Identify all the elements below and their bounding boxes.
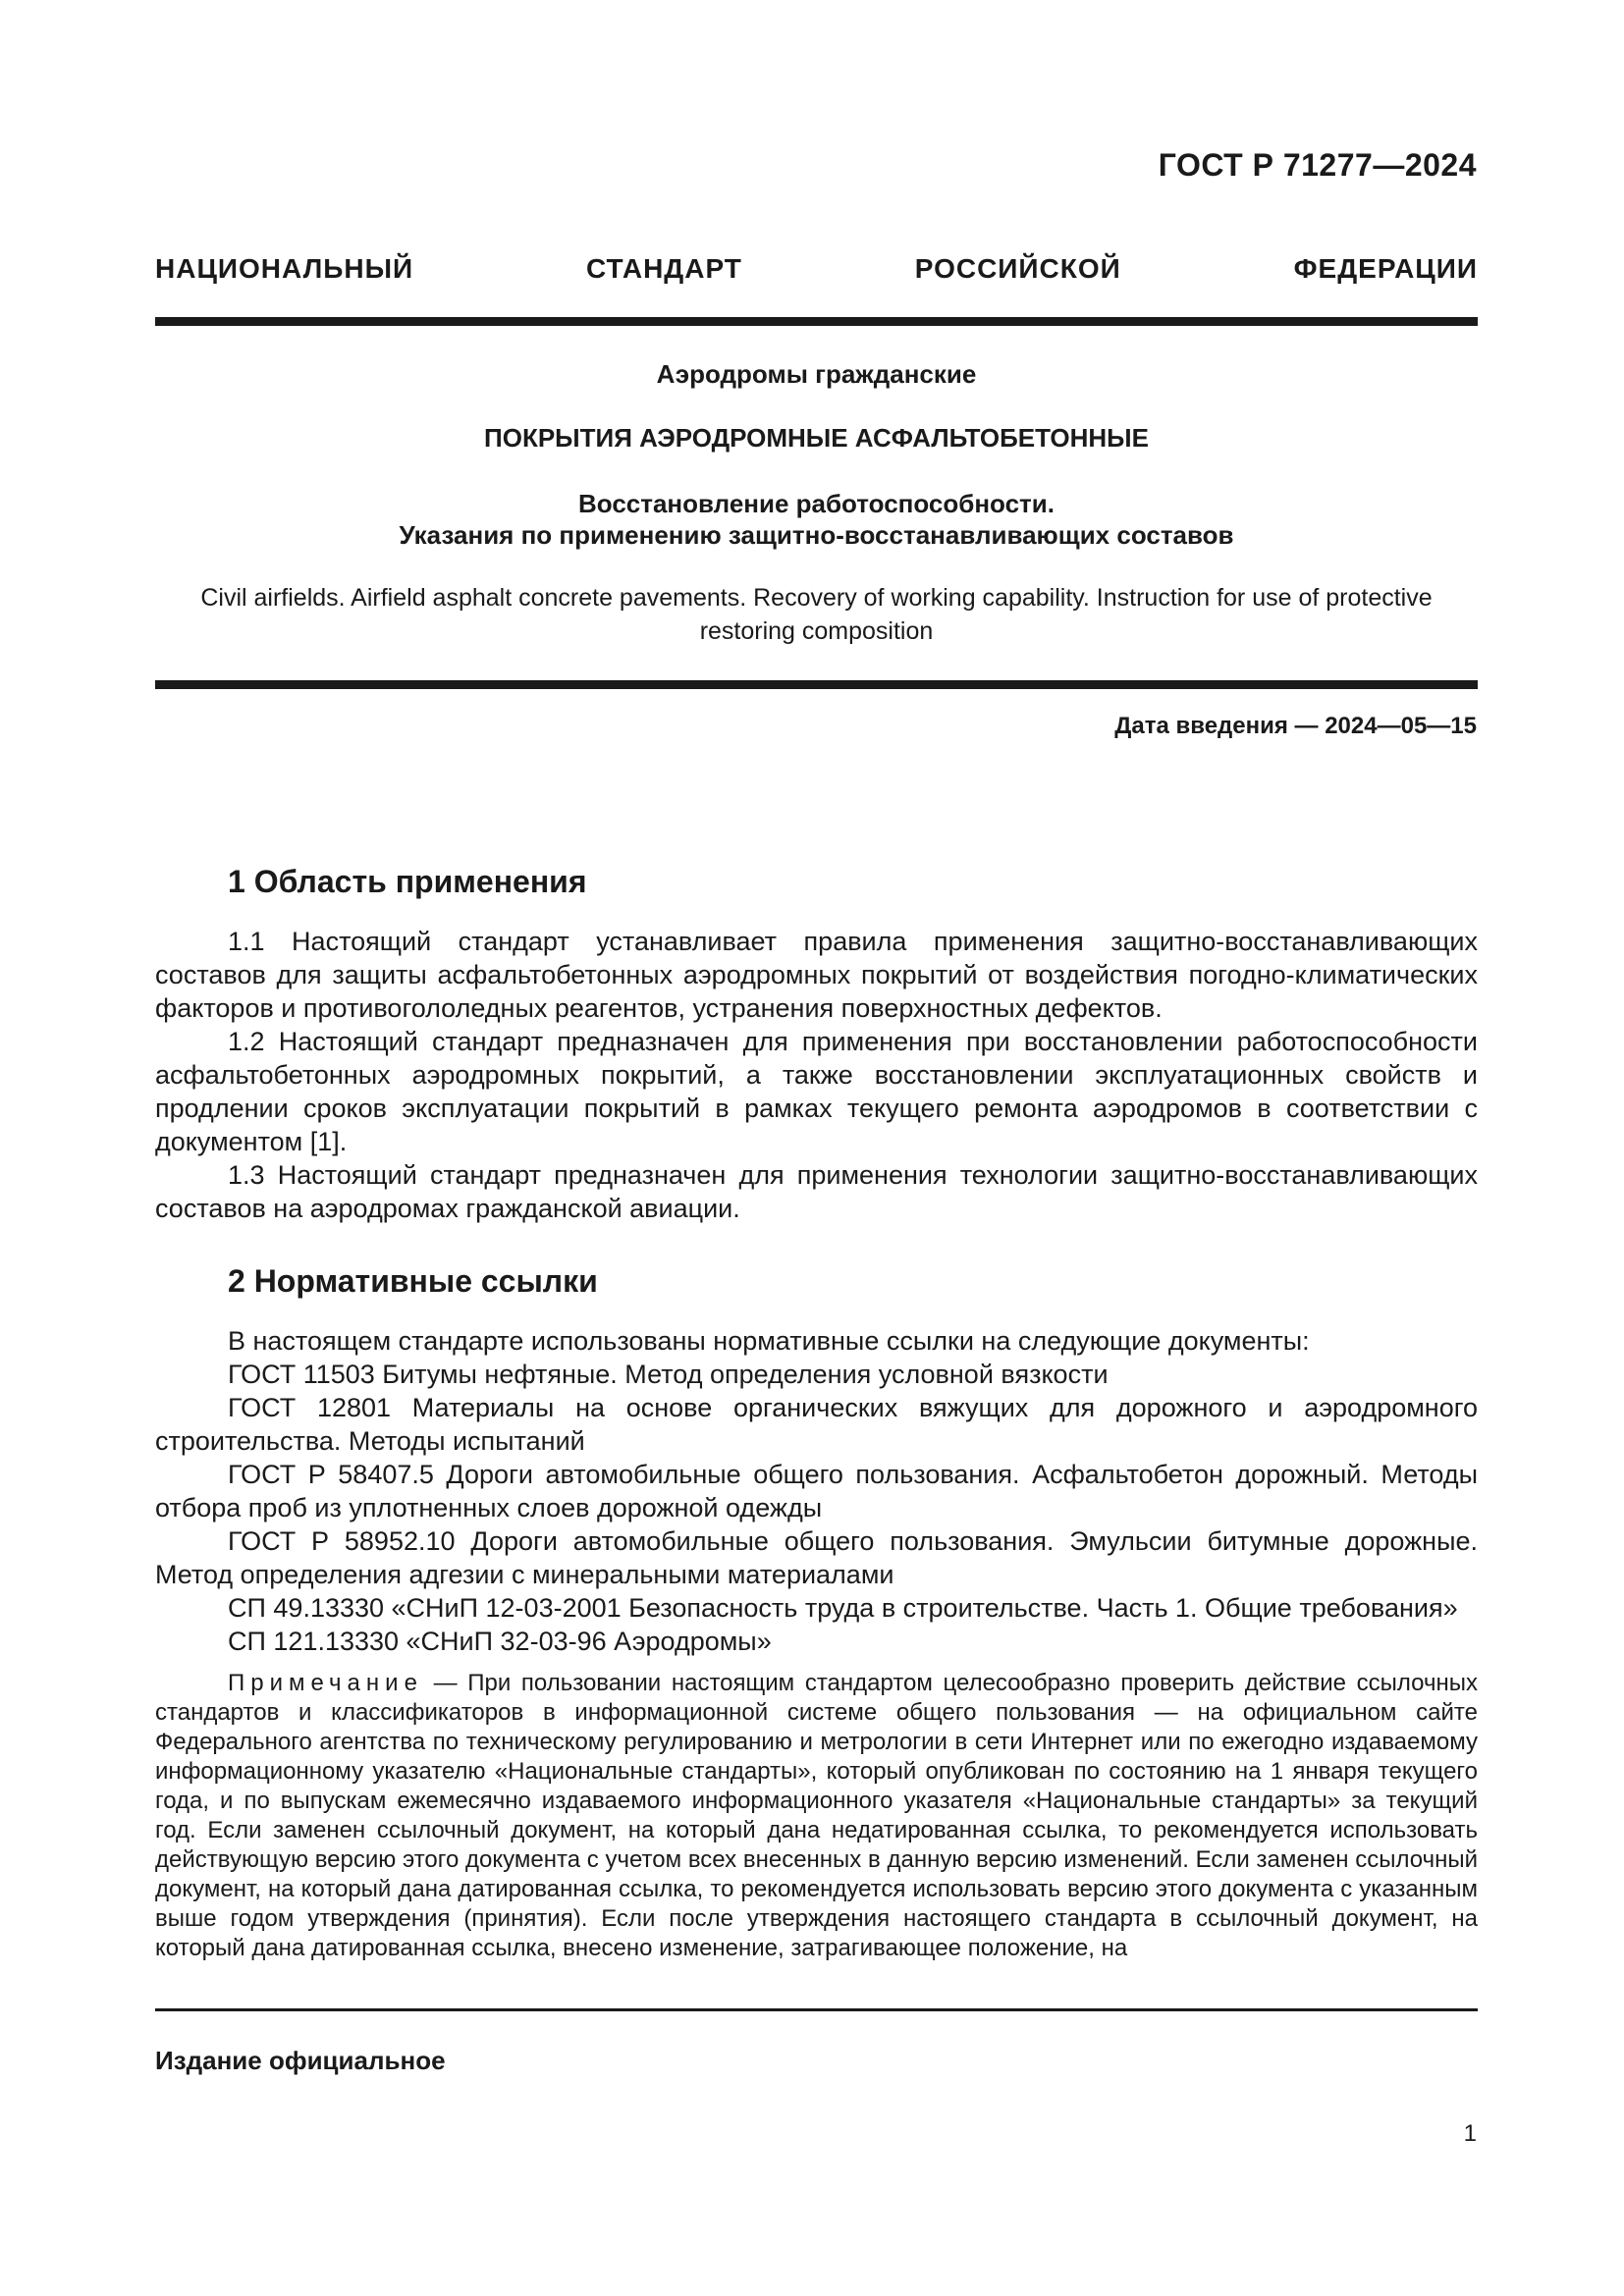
title-main: ПОКРЫТИЯ АЭРОДРОМНЫЕ АСФАЛЬТОБЕТОННЫЕ (484, 423, 1149, 453)
section1-body (155, 925, 1478, 1225)
references-intro: В настоящем стандарте использованы нормативные ссылки на следующие документы: (228, 1326, 1310, 1356)
title-sub-line1: Восстановление работоспособности. (578, 489, 1055, 518)
reference-item: ГОСТ 11503 Битумы нефтяные. Метод определения условной вязкости (228, 1360, 1109, 1389)
section2-body (155, 1324, 1478, 1658)
top-divider (155, 317, 1478, 326)
note-paragraph (155, 1669, 1478, 1963)
reference-item: ГОСТ 12801 Материалы на основе органических вяжущих для дорожного и аэродромного строительства. Методы испытаний (155, 1393, 1478, 1456)
reference-item: СП 121.13330 «СНиП 32-03-96 Аэродромы» (228, 1627, 772, 1656)
page-number: 1 (1463, 2120, 1477, 2147)
title-group: Аэродромы гражданские (656, 359, 977, 389)
reference-item: СП 49.13330 «СНиП 12-03-2001 Безопасность труда в строительстве. Часть 1. Общие требования» (228, 1593, 1458, 1623)
effective-date: Дата введения — 2024—05—15 (1114, 713, 1477, 739)
standard-type-heading: НАЦИОНАЛЬНЫЙ СТАНДАРТ РОССИЙСКОЙ ФЕДЕРАЦИИ (155, 253, 1478, 284)
edition-label: Издание официальное (155, 2046, 446, 2075)
section1-heading: 1 Область применения (228, 864, 587, 899)
note-text: — При пользовании настоящим стандартом целесообразно проверить действие ссылочных стандартов и классификаторов в информационной системе общего пользования — на официальном сайте Федерального агентства по техническому регулированию и метрологии в сети Интернет или по ежегодно издаваемому информационному указателю «Национальные стандарты», который опубликован по состоянию на 1 января текущего года, и по выпускам ежемесячно издаваемого информационного указателя «Национальные стандарты» за текущий год. Если заменен ссылочный документ, на который дана недатированная ссылка, то рекомендуется использовать действующую версию этого документа с учетом всех внесенных в данную версию изменений. Если заменен ссылочный документ, на который дана датированная ссылка, то рекомендуется использовать версию этого документа с указанным выше годом утверждения (принятия). Если после утверждения настоящего стандарта в ссылочный документ, на который дана датированная ссылка, внесено изменение, затрагивающее положение, на (155, 1670, 1478, 1961)
reference-item: ГОСТ Р 58952.10 Дороги автомобильные общего пользования. Эмульсии битумные дорожные. Метод определения адгезии с минеральными материалами (155, 1526, 1478, 1589)
section1-para-1: 1.1 Настоящий стандарт устанавливает правила применения защитно-восстанавливающих составов для защиты асфальтобетонных аэродромных покрытий от воздействия погодно-климатических факторов и противогололедных реагентов, устранения поверхностных дефектов. (155, 927, 1478, 1023)
section2-heading: 2 Нормативные ссылки (228, 1263, 598, 1299)
doc-number: ГОСТ Р 71277—2024 (1158, 147, 1477, 183)
reference-item: ГОСТ Р 58407.5 Дороги автомобильные общего пользования. Асфальтобетон дорожный. Методы отбора проб из уплотненных слоев дорожной одежды (155, 1460, 1478, 1522)
section1-para-2: 1.2 Настоящий стандарт предназначен для применения при восстановлении работоспособности асфальтобетонных аэродромных покрытий, а также восстановлении эксплуатационных свойств и продлении сроков эксплуатации покрытий в рамках текущего ремонта аэродромов в соответствии с документом [1]. (155, 1027, 1478, 1156)
title-bottom-divider (155, 680, 1478, 689)
title-english: Civil airfields. Airfield asphalt concrete pavements. Recovery of working capability. Instruction for use of protective restoring composition (200, 584, 1433, 645)
note-label: Примечание (228, 1670, 423, 1696)
section1-para-3: 1.3 Настоящий стандарт предназначен для применения технологии защитно-восстанавливающих составов на аэродромах гражданской авиации. (155, 1160, 1478, 1223)
title-sub-line2: Указания по применению защитно-восстанавливающих составов (399, 520, 1234, 550)
footer-divider (155, 2008, 1478, 2011)
